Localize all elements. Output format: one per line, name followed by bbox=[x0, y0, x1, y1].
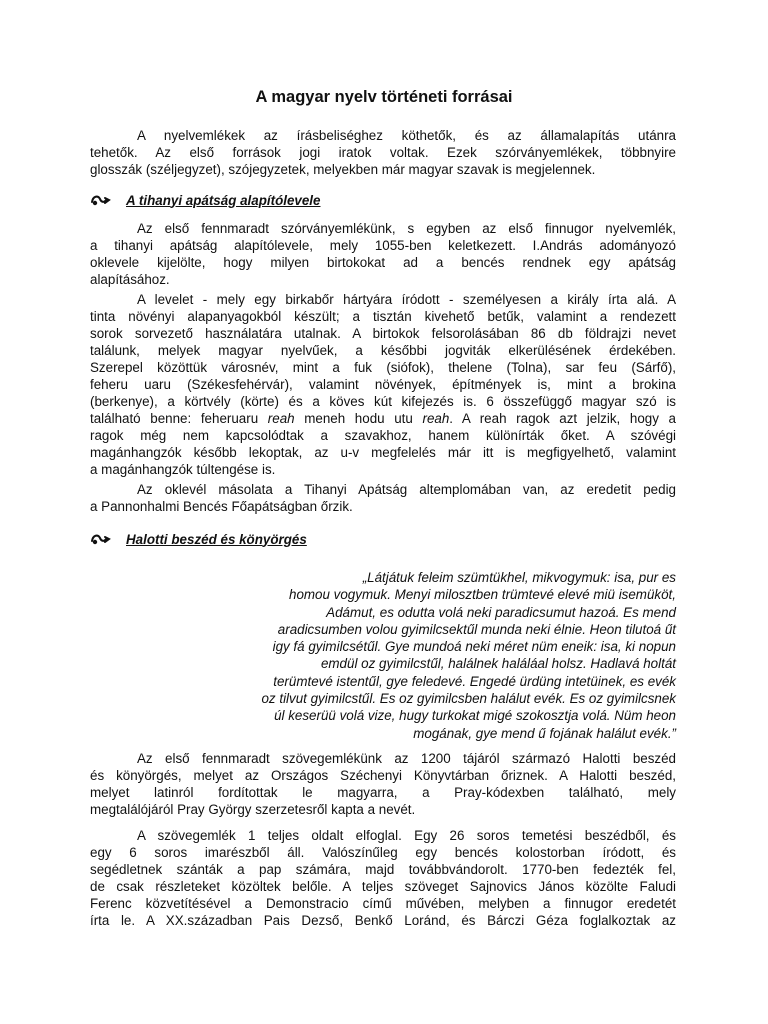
text-line: tehetők. Az első források jogi iratok voltak. Ezek szórványemlékek, többnyire bbox=[90, 145, 676, 160]
text-line: sorok sorvezető használatára utalnak. A birtokok felsorolásában 86 db földrajzi nevet bbox=[90, 326, 676, 341]
text-line: a Pannonhalmi Bencés Főapátságban őrzik. bbox=[90, 499, 353, 514]
text-line: a magánhangzók túltengése is. bbox=[90, 462, 276, 477]
section-heading-halotti bbox=[90, 529, 307, 549]
halotti-paragraph-1 bbox=[90, 750, 676, 818]
text-line: feheru uaru (Székesfehérvár), valamint növények, építmények is, mint a brokina bbox=[90, 377, 676, 392]
halotti-beszed-quote bbox=[180, 569, 676, 742]
quote-line: mogának, gye mend ű fojának halálut evék.” bbox=[413, 725, 676, 741]
halotti-paragraph-2 bbox=[90, 827, 676, 929]
text-line: (berkenye), a körtvély (körte) és a köves kút kifejezés is. 6 összefüggő magyar szó is bbox=[90, 394, 676, 409]
emphasis: reah bbox=[267, 411, 295, 426]
text-line: A szövegemlék 1 teljes oldalt elfoglal. Egy 26 soros temetési beszédből, és bbox=[137, 828, 676, 843]
bullet-swirl-icon bbox=[90, 532, 112, 546]
quote-line: emdül oz gyimilcstűl, halálnek haláláal holsz. Hadlavá holtát bbox=[320, 656, 676, 672]
quote-line: terümtevé istentűl, gye feledevé. Engedé ürdüng intetüinek, es evék bbox=[273, 673, 676, 689]
text-line: A nyelvemlékek az írásbeliséghez köthetők, és az államalapítás utánra bbox=[137, 128, 676, 143]
intro-paragraph bbox=[90, 127, 676, 178]
quote-line: aradicsumben volou gyimilcsektűl munda neki élnie. Heon tilutoá űt bbox=[277, 621, 676, 637]
text-line: tinta növényi alapanyagokból készült; a tisztán kivehető betűk, valamint a rendezett bbox=[90, 309, 676, 324]
quote-line: úl keserüü volá vize, hugy turkokat migé szokosztja volá. Nüm heon bbox=[274, 708, 676, 724]
text-line: megtalálójáról Pray György szerzetesről kapta a nevét. bbox=[90, 802, 416, 817]
text-line: Ferenc közvetítésével a Demonstracio című művében, melyben a finnugor eredetét bbox=[90, 896, 676, 911]
text-line: írta le. A XX.században Pais Dezső, Benkő Loránd, és Bárczi Géza foglalkoztak az bbox=[90, 913, 676, 928]
tihany-paragraph-2 bbox=[90, 291, 676, 478]
quote-line: Adámut, es odutta volá neki paradicsumut hazoá. Es mend bbox=[326, 604, 676, 620]
page-title: A magyar nyelv történeti forrásai bbox=[255, 88, 513, 106]
text-line: magánhangzók később lekoptak, az u-v megfelelés már itt is megfigyelhető, valamint bbox=[90, 445, 676, 460]
tihany-paragraph-1 bbox=[90, 220, 676, 288]
text-line: A levelet - mely egy birkabőr hártyára íródott - személyesen a király írta alá. A bbox=[137, 292, 676, 307]
text-line: található benne: feheruaru reah meneh hodu utu reah. A reah ragok azt jelzik, hogy a bbox=[90, 411, 676, 426]
text-line: ragok még nem kapcsolódtak a szavakhoz, hanem különírták őket. A szóvégi bbox=[90, 428, 676, 443]
text-line: egy 6 soros imarészből áll. Valószínűleg egy bencés kolostorban íródott, és bbox=[90, 845, 676, 860]
text-line: és könyörgés, melyet az Országos Széchenyi Könyvtárban őriznek. A Halotti beszéd, bbox=[90, 768, 676, 783]
text-line: találunk, melyek magyar nyelvűek, a későbbi jogviták elkerülésének érdekében. bbox=[90, 343, 676, 358]
emphasis: reah bbox=[422, 411, 450, 426]
quote-line: oz tilvut gyimilcstűl. Es oz gyimilcsben halálut evék. Es oz gyimilcsnek bbox=[261, 691, 676, 707]
section-title: A tihanyi apátság alapítólevele bbox=[126, 192, 321, 208]
text-line: Az oklevél másolata a Tihanyi Apátság altemplomában van, az eredetit pedig bbox=[137, 482, 676, 497]
section-heading-tihany bbox=[90, 190, 320, 210]
text-line: segédletnek szánták a pap számára, majd továbbvándorolt. 1770-ben fedezték fel, bbox=[90, 862, 676, 877]
quote-line: homou vogymuk. Menyi milosztben trümtevé elevé miü isemüköt, bbox=[289, 587, 676, 603]
tihany-paragraph-3 bbox=[90, 481, 676, 515]
text-line: glosszák (széljegyzet), szójegyzetek, melyekben már magyar szavak is megjelennek. bbox=[90, 162, 596, 177]
quote-line: „Látjátuk feleim szümtükhel, mikvogymuk: isa, pur es bbox=[362, 570, 676, 585]
text-line: oklevele kijelölte, hogy milyen birtokokat ad a bencés rendnek egy apátság bbox=[90, 255, 676, 270]
text-line: alapításához. bbox=[90, 272, 170, 287]
quote-line: igy fá gyimilcsétűl. Gye mundoá neki méret nüm eneik: isa, ki nopun bbox=[272, 639, 676, 655]
section-title: Halotti beszéd és könyörgés bbox=[126, 531, 307, 547]
text-line: a tihanyi apátság alapítólevele, mely 1055-ben keletkezett. I.András adományozó bbox=[90, 238, 676, 253]
text-line: de csak részleteket közöltek belőle. A teljes szöveget Sajnovics János közölte Faludi bbox=[90, 879, 676, 894]
text-line: Az első fennmaradt szövegemlékünk az 1200 tájáról származó Halotti beszéd bbox=[137, 751, 676, 766]
text-line: melyet latinról fordítottak le magyarra, a Pray-kódexben található, mely bbox=[90, 785, 676, 800]
text-line: Az első fennmaradt szórványemlékünk, s egyben az első finnugor nyelvemlék, bbox=[137, 221, 676, 236]
bullet-swirl-icon bbox=[90, 193, 112, 207]
text-line: Szerepel közöttük városnév, mint a fuk (siófok), thelene (Tolna), sar feu (Sárfő), bbox=[90, 360, 676, 375]
